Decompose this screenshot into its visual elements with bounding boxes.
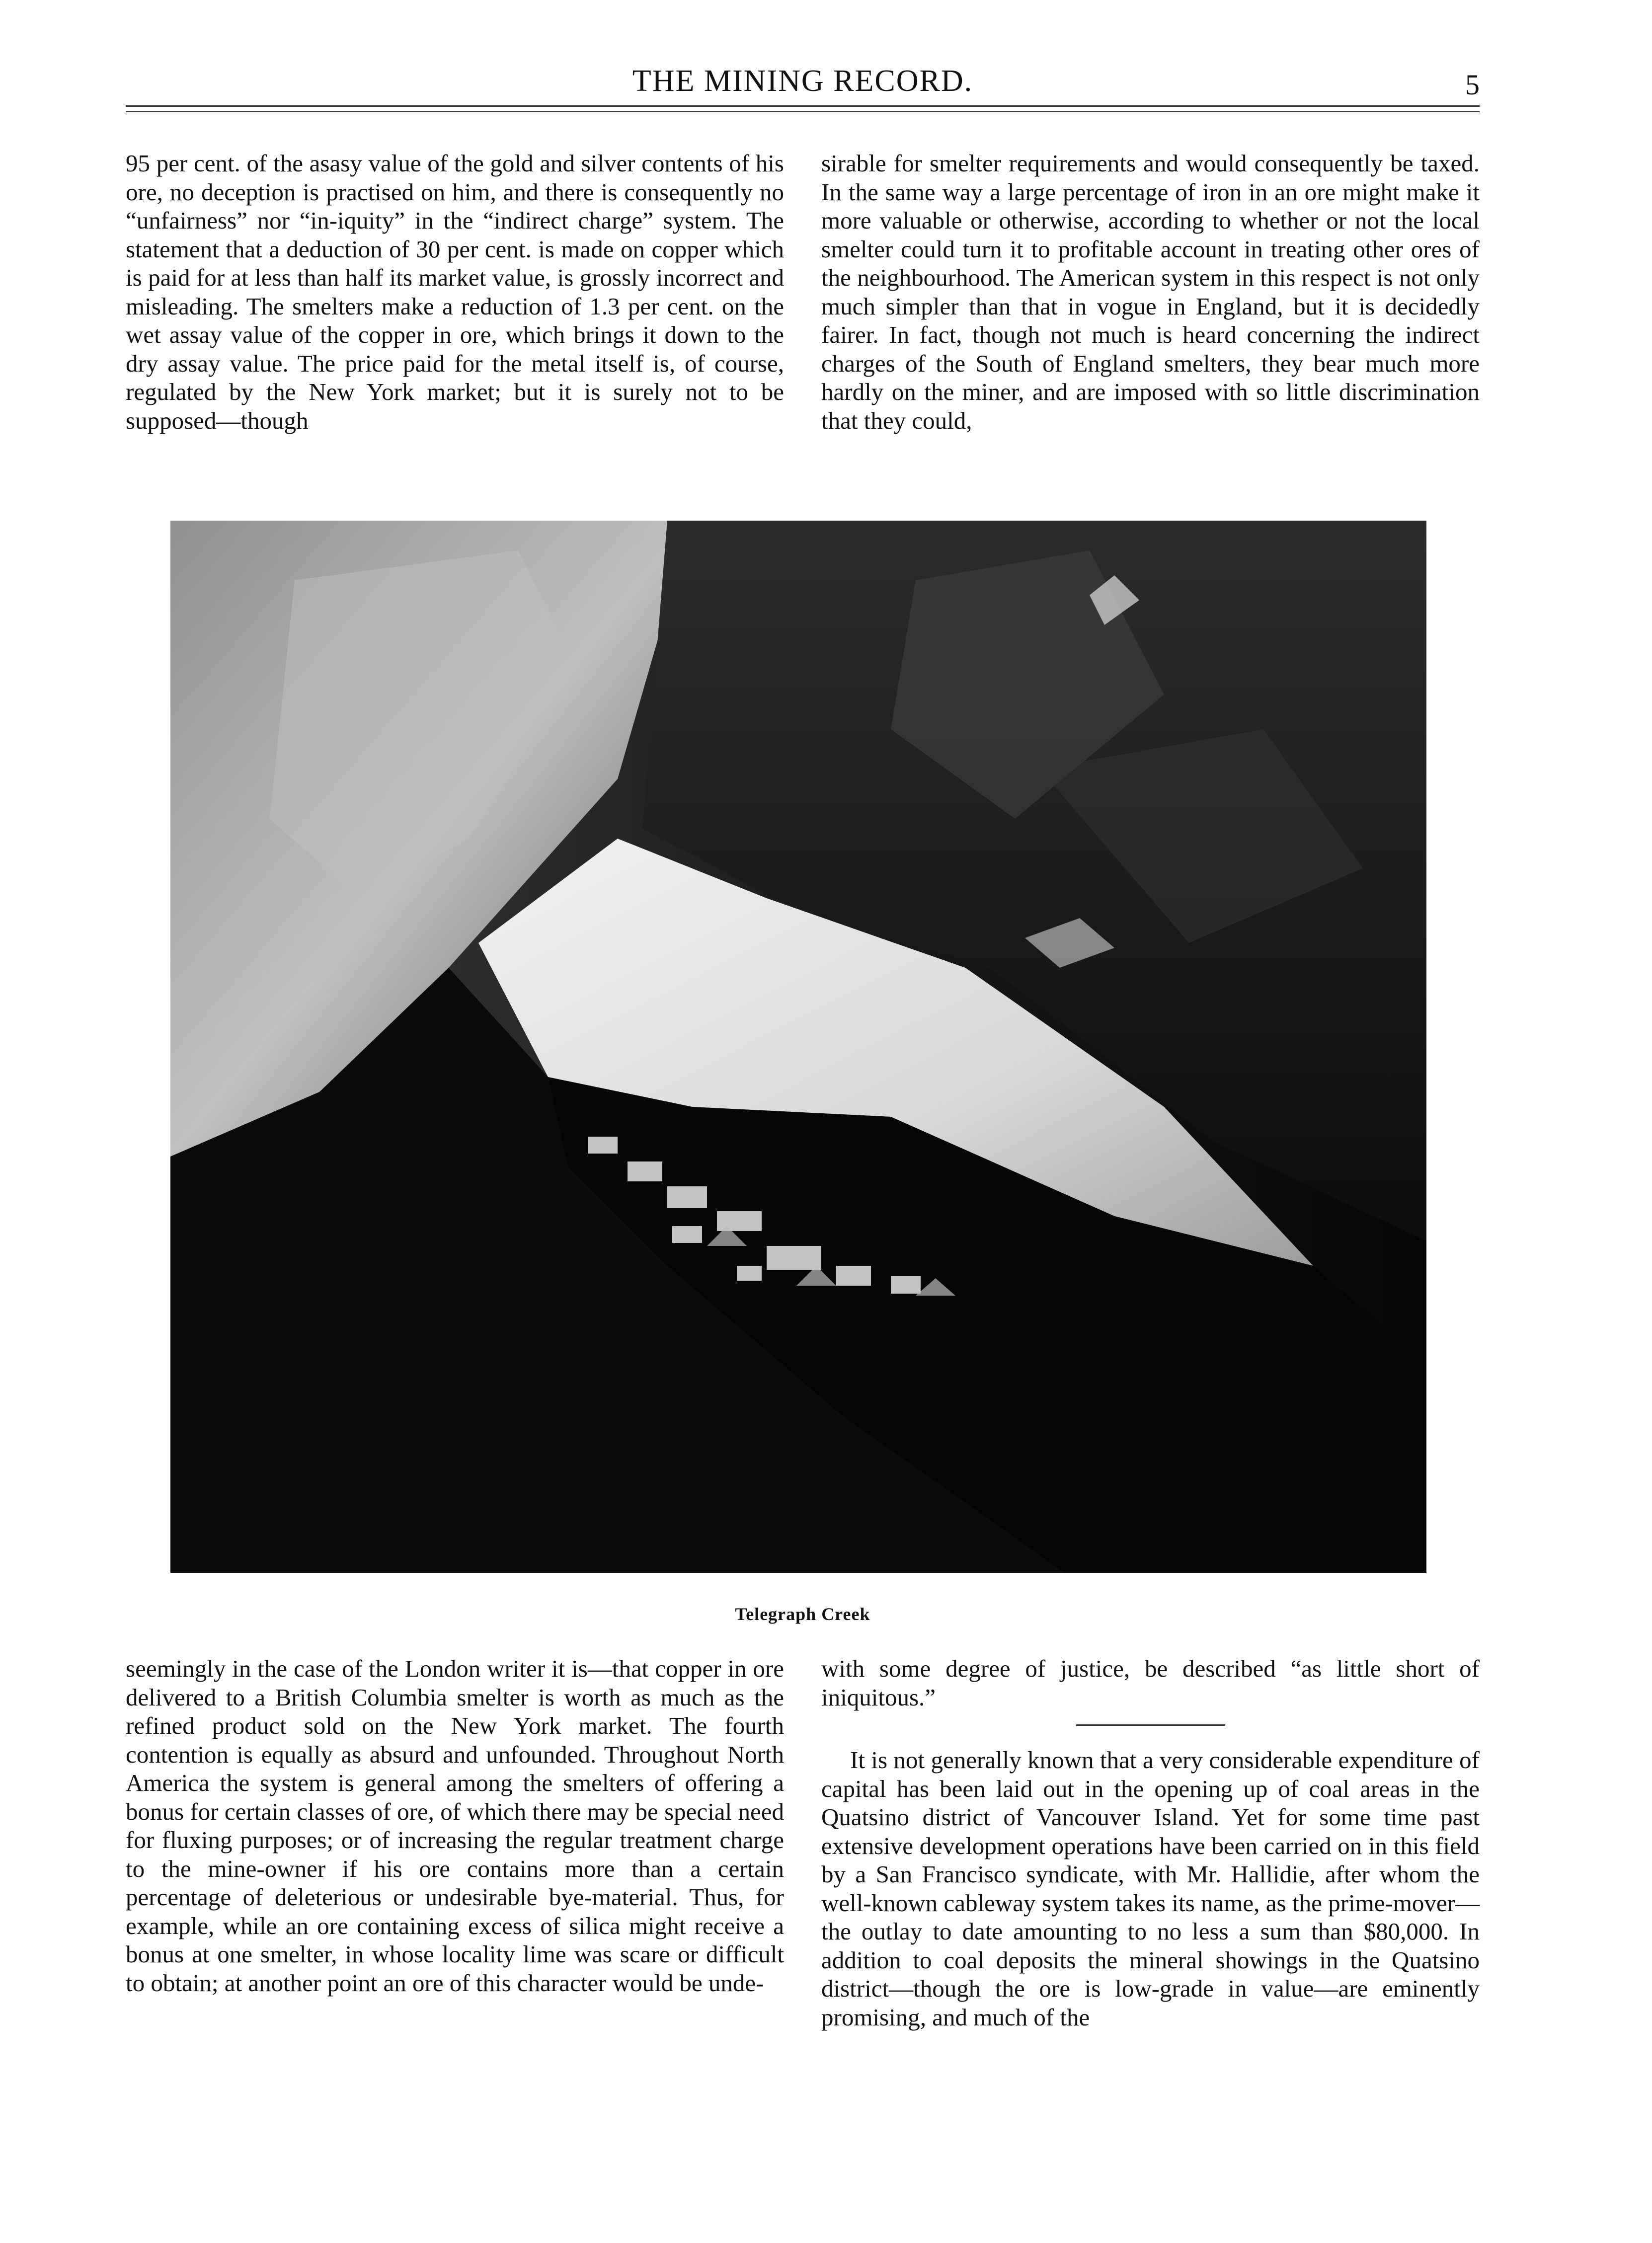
paragraph: It is not generally known that a very considerable expenditure of capital has been laid out in the opening up of coal areas in the Quatsino district of Vancouver Island. Yet for some time past extensive development operations have been carried on in this field by a San Francisco syndicate, with Mr. Hallidie, after whom the well-known cableway system takes its name, as the prime-mover—the outlay to date amounting to no less a sum than $80,000. In addition to coal deposits the mineral showings in the Quatsino district—though the ore is low-grade in value—are eminently promising, and much of the (821, 1746, 1480, 2031)
page-number: 5 (1465, 69, 1480, 101)
column-bottom-right (821, 1654, 1480, 2031)
column-top-right (821, 149, 1480, 435)
landscape-photo (170, 521, 1426, 1573)
paragraph: sirable for smelter requirements and would consequently be taxed. In the same way a large percentage of iron in an ore might make it more valuable or otherwise, according to whether or not the local smelter could turn it to profitable account in treating other ores of the neighbourhood. The American system in this respect is not only much simpler than that in vogue in England, but it is decidedly fairer. In fact, though not much is heard concerning the indirect charges of the South of England smelters, they bear much more hardly on the miner, and are imposed with so little discrimination that they could, (821, 150, 1480, 434)
section-divider (1076, 1724, 1225, 1726)
paragraph: with some degree of justice, be described “as little short of iniquitous.” (821, 1655, 1480, 1711)
header-rule-bottom (126, 111, 1480, 112)
column-bottom-left (126, 1654, 784, 1997)
paragraph: 95 per cent. of the asasy value of the gold and silver contents of his ore, no deception is practised on him, and there is consequently no “unfairness” nor “in-iquity” in the “indirect charge” system. The statement that a deduction of 30 per cent. is made on copper which is paid for at less than half its market value, is grossly incorrect and misleading. The smelters make a reduction of 1.3 per cent. on the wet assay value of the copper in ore, which brings it down to the dry assay value. The price paid for the metal itself is, of course, regulated by the New York market; but it is surely not to be supposed—though (126, 150, 784, 434)
running-title: THE MINING RECORD. (632, 64, 973, 98)
photo-telegraph-creek (170, 521, 1426, 1573)
header-rule-top (126, 105, 1480, 107)
page-header (126, 59, 1480, 103)
paragraph: seemingly in the case of the London writer it is—that copper in ore delivered to a British Columbia smelter is worth as much as the refined product sold on the New York market. The fourth contention is equally as absurd and unfounded. Throughout North America the system is general among the smelters of offering a bonus for certain classes of ore, of which there may be special need for fluxing purposes; or of increasing the regular treatment charge to the mine-owner if his ore contains more than a certain percentage of deleterious or undesirable bye-material. Thus, for example, while an ore containing excess of silica might receive a bonus at one smelter, in whose locality lime was scare or difficult to obtain; at another point an ore of this character would be unde- (126, 1655, 784, 1997)
column-top-left (126, 149, 784, 435)
photo-caption: Telegraph Creek (735, 1604, 870, 1624)
